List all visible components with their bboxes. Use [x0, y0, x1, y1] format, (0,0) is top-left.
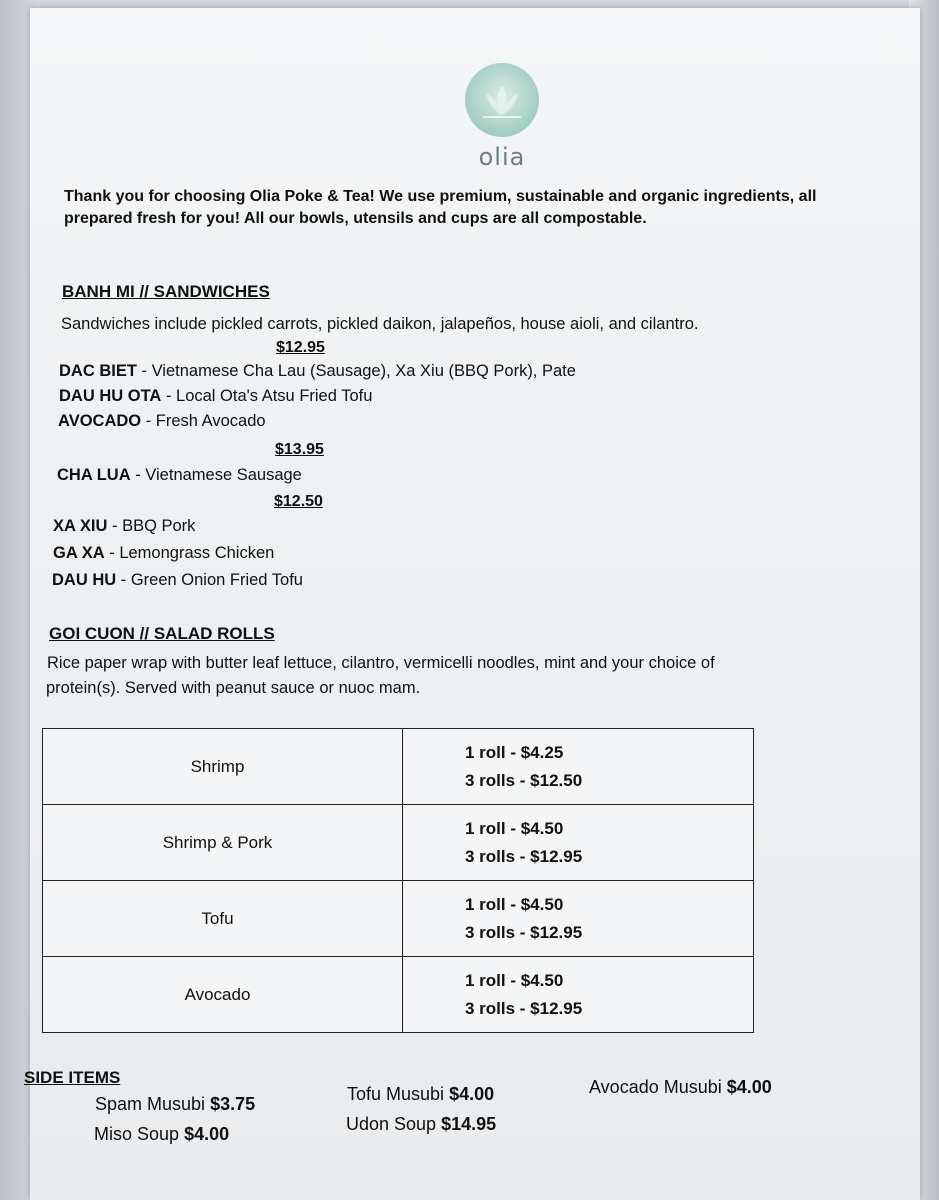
menu-item-dau-hu — [52, 571, 303, 590]
side-item-price: $14.95 — [441, 1114, 497, 1134]
olia-logo — [462, 63, 542, 188]
protein-cell: Shrimp & Pork — [43, 805, 403, 881]
price-cell — [403, 729, 754, 805]
item-desc: - Fresh Avocado — [141, 412, 266, 430]
three-rolls-price: 3 rolls - $12.95 — [465, 998, 583, 1018]
side-item-name: Miso Soup — [94, 1124, 180, 1144]
logo-wordmark: olia — [478, 143, 526, 171]
side-item-spam-musubi — [95, 1094, 255, 1115]
table-row — [43, 729, 754, 805]
one-roll-price: 1 roll - $4.50 — [465, 818, 564, 838]
price-cell — [403, 957, 754, 1033]
menu-item-avocado — [58, 412, 266, 431]
price-cell — [403, 805, 754, 881]
item-name: DAC BIET — [59, 362, 137, 380]
three-rolls-price: 3 rolls - $12.95 — [465, 922, 583, 942]
item-name: DAU HU OTA — [59, 387, 162, 405]
table-row — [43, 881, 754, 957]
side-item-miso-soup — [94, 1124, 229, 1145]
side-item-udon-soup — [346, 1114, 496, 1135]
item-desc: - Local Ota's Atsu Fried Tofu — [161, 387, 373, 405]
price-group-2: $13.95 — [275, 441, 324, 458]
item-name: XA XIU — [53, 517, 108, 535]
item-desc: - Vietnamese Sausage — [130, 466, 302, 484]
side-items-heading: SIDE ITEMS — [24, 1068, 121, 1087]
banh-mi-description: Sandwiches include pickled carrots, pickled daikon, jalapeños, house aioli, and cilantro. — [61, 315, 699, 333]
three-rolls-price: 3 rolls - $12.95 — [465, 846, 583, 866]
salad-rolls-table — [42, 728, 754, 1033]
side-item-price: $4.00 — [449, 1084, 495, 1104]
side-item-name: Spam Musubi — [95, 1094, 206, 1114]
table-row — [43, 805, 754, 881]
one-roll-price: 1 roll - $4.50 — [465, 970, 564, 990]
menu-item-xa-xiu — [53, 517, 195, 536]
side-item-name: Tofu Musubi — [347, 1084, 445, 1104]
protein-cell: Tofu — [43, 881, 403, 957]
item-desc: - Vietnamese Cha Lau (Sausage), Xa Xiu (BBQ Pork), Pate — [136, 362, 576, 380]
item-name: GA XA — [53, 544, 105, 562]
side-item-price: $4.00 — [726, 1077, 772, 1097]
price-cell — [403, 881, 754, 957]
item-desc: - Green Onion Fried Tofu — [116, 571, 303, 589]
banh-mi-heading: BANH MI // SANDWICHES — [62, 282, 270, 301]
side-item-tofu-musubi — [347, 1084, 494, 1105]
intro-text: Thank you for choosing Olia Poke & Tea! We use premium, sustainable and organic ingredients, all prepared fresh for you! All our bowls, utensils and cups are all compostable. — [64, 188, 817, 227]
protein-cell: Shrimp — [43, 729, 403, 805]
one-roll-price: 1 roll - $4.50 — [465, 894, 564, 914]
menu-item-cha-lua — [57, 466, 302, 485]
table-row — [43, 957, 754, 1033]
menu-item-dac-biet — [59, 362, 576, 381]
goi-cuon-heading: GOI CUON // SALAD ROLLS — [49, 624, 275, 643]
goi-cuon-description-line1: Rice paper wrap with butter leaf lettuce, cilantro, vermicelli noodles, mint and your choice of — [47, 654, 715, 672]
price-group-3: $12.50 — [274, 493, 323, 510]
side-item-price: $4.00 — [184, 1124, 230, 1144]
item-desc: - BBQ Pork — [107, 517, 196, 535]
one-roll-price: 1 roll - $4.25 — [465, 742, 564, 762]
menu-item-dau-hu-ota — [59, 387, 372, 406]
item-name: CHA LUA — [57, 466, 131, 484]
three-rolls-price: 3 rolls - $12.50 — [465, 770, 583, 790]
side-item-avocado-musubi — [589, 1077, 772, 1098]
item-name: DAU HU — [52, 571, 117, 589]
lotus-logo-icon — [465, 63, 539, 137]
goi-cuon-description-line2: protein(s). Served with peanut sauce or nuoc mam. — [46, 679, 421, 697]
price-group-1: $12.95 — [276, 339, 325, 356]
side-item-name: Avocado Musubi — [589, 1077, 722, 1097]
side-item-price: $3.75 — [210, 1094, 256, 1114]
protein-cell: Avocado — [43, 957, 403, 1033]
item-desc: - Lemongrass Chicken — [104, 544, 275, 562]
side-item-name: Udon Soup — [346, 1114, 437, 1134]
menu-item-ga-xa — [53, 544, 274, 563]
item-name: AVOCADO — [58, 412, 142, 430]
